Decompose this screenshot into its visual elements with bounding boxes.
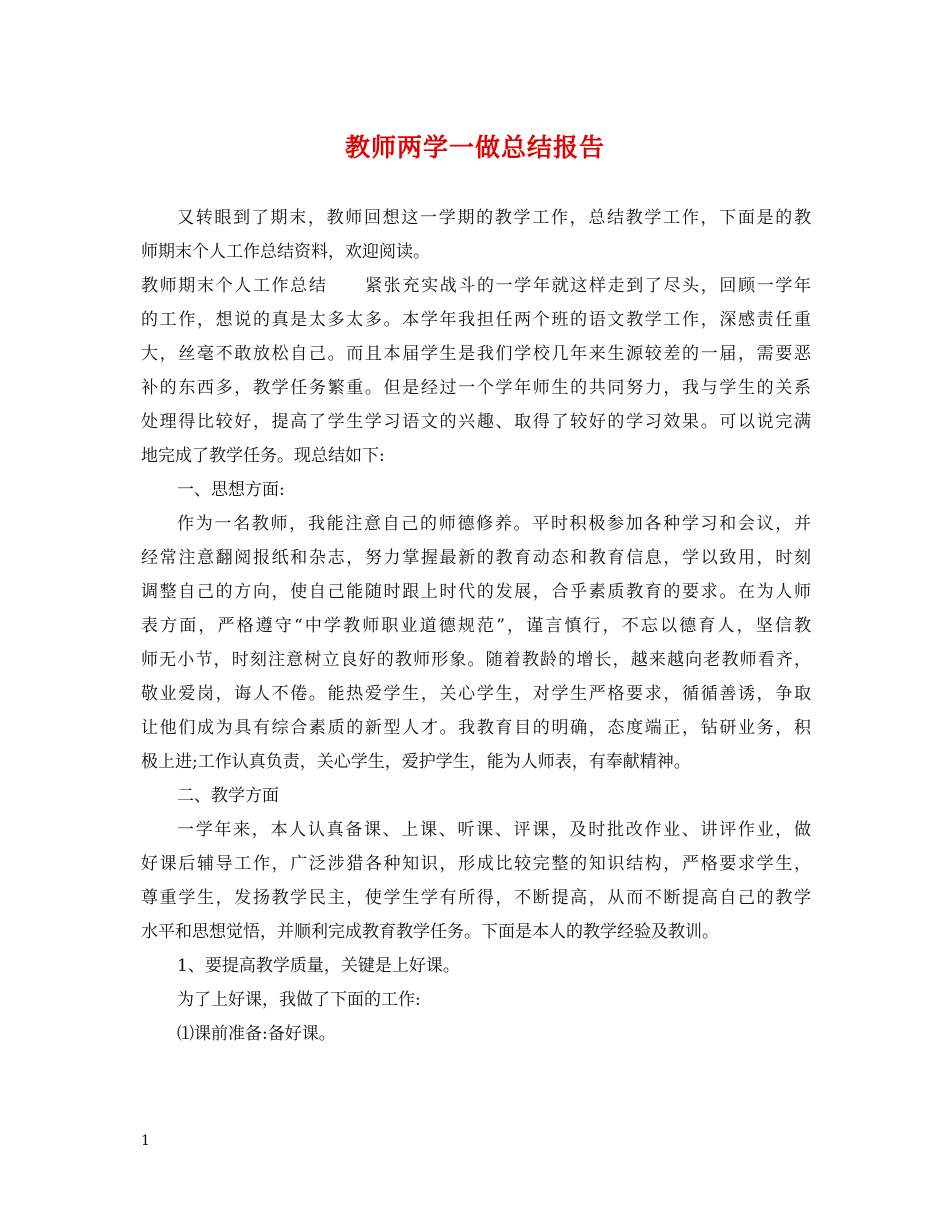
paragraph-line — [141, 269, 811, 303]
document-body — [141, 201, 811, 1051]
paragraph-line: 表方面，严格遵守“中学教师职业道德规范”，谨言慎行，不忘以德育人，坚信教 — [141, 616, 811, 636]
paragraph-line: 师无小节，时刻注意树立良好的教师形象。随着教龄的增长，越来越向老教师看齐， — [141, 650, 811, 670]
document-title: 教师两学一做总结报告 — [344, 133, 605, 162]
section-heading: 教师期末个人工作总结 — [141, 276, 328, 296]
paragraph-line: 的工作，想说的真是太多太多。本学年我担任两个班的语文教学工作，深感责任重 — [141, 310, 811, 330]
paragraph-line: 处理得比较好，提高了学生学习语文的兴趣、取得了较好的学习效果。可以说完满 — [141, 412, 811, 432]
paragraph-line: 调整自己的方向，使自己能随时跟上时代的发展，合乎素质教育的要求。在为人师 — [141, 582, 811, 602]
paragraph-line: 师期末个人工作总结资料，欢迎阅读。 — [141, 242, 430, 262]
paragraph-line: 极上进;工作认真负责，关心学生，爱护学生，能为人师表，有奉献精神。 — [141, 752, 691, 772]
paragraph-line: 尊重学生，发扬教学民主，使学生学有所得，不断提高，从而不断提高自己的教学 — [141, 888, 811, 908]
section-heading: 二、教学方面 — [177, 786, 279, 806]
paragraph-line: 补的东西多，教学任务繁重。但是经过一个学年师生的共同努力，我与学生的关系 — [141, 378, 811, 398]
paragraph-line: 敬业爱岗，诲人不倦。能热爱学生，关心学生，对学生严格要求，循循善诱，争取 — [141, 684, 811, 704]
paragraph-line: 让他们成为具有综合素质的新型人才。我教育目的明确，态度端正，钻研业务，积 — [141, 718, 811, 738]
paragraph-line: 地完成了教学任务。现总结如下: — [141, 446, 385, 466]
paragraph-line: 又转眼到了期末，教师回想这一学期的教学工作，总结教学工作，下面是的教 — [177, 208, 811, 228]
paragraph-line: 为了上好课，我做了下面的工作: — [177, 990, 421, 1010]
list-item: ⑴课前准备:备好课。 — [177, 1024, 336, 1044]
paragraph-line: 经常注意翻阅报纸和杂志，努力掌握最新的教育动态和教育信息，学以致用，时刻 — [141, 548, 811, 568]
paragraph-text: 紧张充实战斗的一学年就这样走到了尽头，回顾一学年 — [363, 276, 811, 296]
paragraph-line: 一学年来，本人认真备课、上课、听课、评课，及时批改作业、讲评作业，做 — [177, 820, 811, 840]
paragraph-line: 好课后辅导工作，广泛涉猎各种知识，形成比较完整的知识结构，严格要求学生， — [141, 854, 811, 874]
paragraph-line: 水平和思想觉悟，并顺利完成教育教学任务。下面是本人的教学经验及教训。 — [141, 922, 719, 942]
list-item: 1、要提高教学质量，关键是上好课。 — [177, 956, 460, 976]
section-heading: 一、思想方面: — [177, 480, 285, 500]
paragraph-line: 作为一名教师，我能注意自己的师德修养。平时积极参加各种学习和会议，并 — [177, 514, 811, 534]
page-number: 1 — [141, 1133, 150, 1149]
paragraph-line: 大，丝毫不敢放松自己。而且本届学生是我们学校几年来生源较差的一届，需要恶 — [141, 344, 811, 364]
